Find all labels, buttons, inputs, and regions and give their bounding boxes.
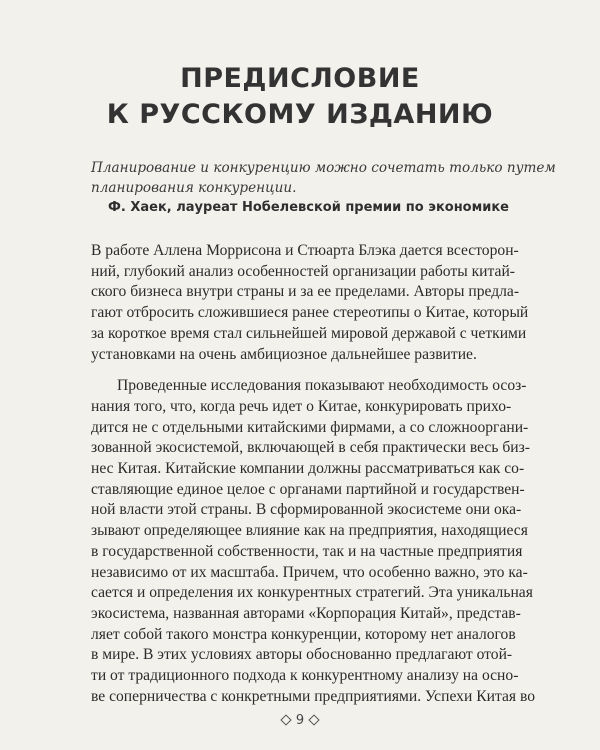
paragraph-2-line: ставляющие единое целое с органами партийной и государствен- — [91, 481, 525, 498]
diamond-ornament-icon — [280, 714, 291, 725]
paragraph-2-line: ти от традиционного подхода к конкурентному анализу на осно- — [91, 667, 519, 684]
page-number-footer — [0, 713, 600, 729]
paragraph-1-line: за короткое время стал сильнейшей мировой державой с четкими — [91, 325, 527, 342]
paragraph-1-line: гают отбросить сложившиеся ранее стереотипы о Китае, который — [91, 304, 529, 321]
paragraph-1-line: установками на очень амбициозное дальнейшее развитие. — [91, 346, 477, 363]
paragraph-2-line: нес Китая. Китайские компании должны рассматриваться как со- — [91, 460, 525, 477]
paragraph-2-line: дится не с отдельными китайскими фирмами, а со сложнооргани- — [91, 419, 529, 436]
chapter-title-line-2: К РУССКОМУ ИЗДАНИЮ — [106, 99, 494, 130]
epigraph-line-1: Планирование и конкуренцию можно сочетать только путем — [91, 160, 556, 176]
page-number: 9 — [295, 713, 305, 728]
paragraph-1-line: ний, глубокий анализ особенностей организации работы китай- — [91, 263, 515, 280]
paragraph-1-line: В работе Аллена Моррисона и Стюарта Блэка дается всесторон- — [91, 242, 519, 259]
epigraph-author: Ф. Хаек, лауреат Нобелевской премии по экономике — [107, 200, 509, 215]
chapter-title-line-1: ПРЕДИСЛОВИЕ — [180, 63, 420, 94]
paragraph-2-line: в государственной собственности, так и на частные предприятия — [91, 543, 523, 560]
epigraph-line-2: планирования конкуренции. — [91, 180, 297, 196]
paragraph-2-line: экосистема, названная авторами «Корпорация Китай», представ- — [91, 605, 521, 622]
diamond-ornament-icon — [308, 714, 319, 725]
paragraph-2-line: ной власти этой страны. В сформированной экосистеме они ока- — [91, 501, 522, 518]
paragraph-2-line: независимо от их масштаба. Причем, что особенно важно, это ка- — [91, 564, 528, 581]
paragraph-2-line: зованной экосистемой, включающей в себя практически весь биз- — [91, 439, 530, 456]
paragraph-2-line: нания того, что, когда речь идет о Китае, конкурировать прихо- — [91, 398, 512, 415]
paragraph-1-line: ского бизнеса внутри страны и за ее пределами. Авторы предла- — [91, 283, 520, 300]
paragraph-2-line: зывают определяющее влияние как на предприятия, находящиеся — [91, 522, 528, 539]
paragraph-2-line: Проведенные исследования показывают необходимость осоз- — [117, 377, 527, 394]
paragraph-2-line: ляет собой такого монстра конкуренции, которому нет аналогов — [91, 626, 516, 643]
paragraph-2-line: сается и определения их конкурентных стратегий. Эта уникальная — [91, 584, 533, 601]
paragraph-2-line: в мире. В этих условиях авторы обоснованно предлагают отой- — [91, 646, 513, 663]
paragraph-2-line: ве соперничества с конкретными предприятиями. Успехи Китая во — [91, 688, 535, 705]
